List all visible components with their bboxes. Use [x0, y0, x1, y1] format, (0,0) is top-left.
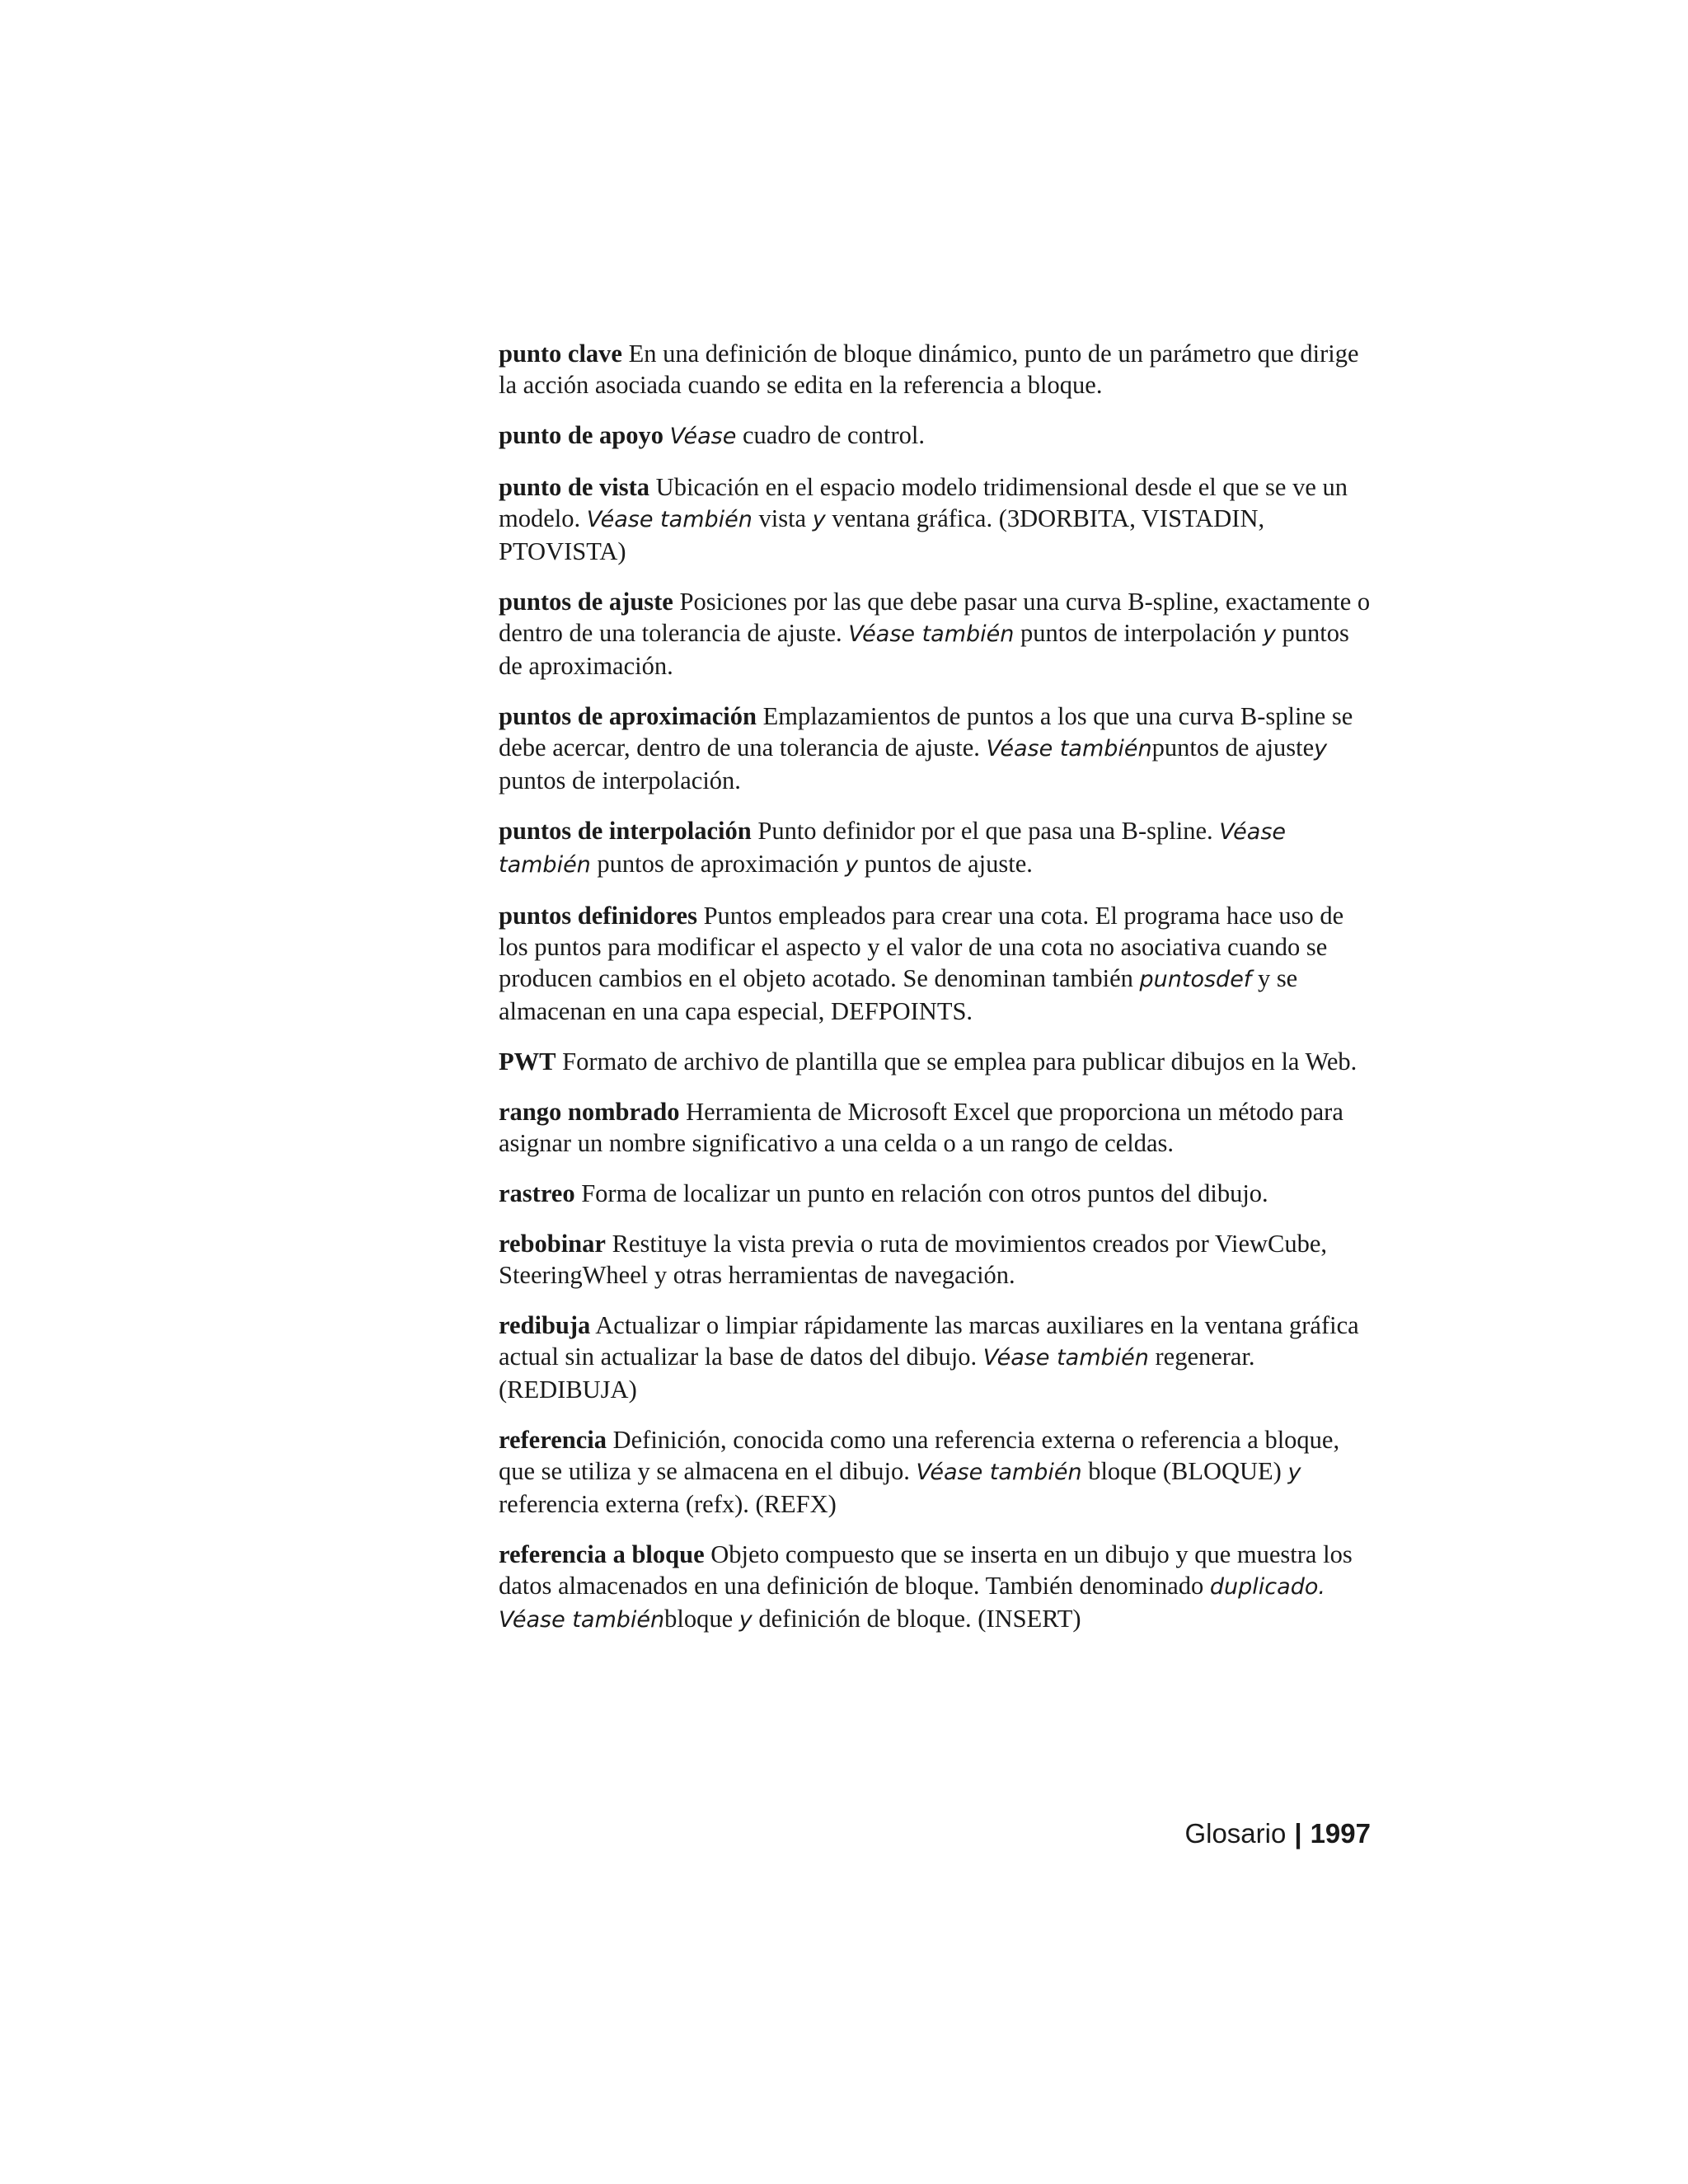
definition-text: Ubicación en el espacio modelo tridimensional desde el que se ve un modelo. [499, 473, 1348, 532]
glossary-term: puntos de interpolación [499, 817, 752, 845]
glossary-term: punto de vista [499, 473, 650, 501]
definition-italic-text: y [738, 1607, 753, 1633]
glossary-term: rastreo [499, 1179, 575, 1207]
definition-text: cuadro de control. [736, 421, 926, 449]
definition-text: Objeto compuesto que se inserta en un dibujo y que muestra los datos almacenados en una definición de bloque. También denominado [499, 1540, 1353, 1600]
definition-italic-text: Véase [669, 424, 737, 449]
definition-text: Actualizar o limpiar rápidamente las marcas auxiliares en la ventana gráfica actual sin actualizar la base de datos del dibujo. [499, 1311, 1359, 1371]
definition-text: puntos de interpolación [1014, 619, 1263, 647]
glossary-term: puntos de aproximación [499, 702, 757, 730]
definition-text: puntos de ajuste. [858, 850, 1033, 878]
glossary-term: punto de apoyo [499, 421, 664, 449]
definition-italic-text: y [845, 852, 859, 878]
glossary-entry [499, 471, 1372, 567]
definition-text: bloque [664, 1605, 739, 1633]
footer-section-title: Glosario [1184, 1818, 1287, 1849]
definition-italic-text: Véase también [982, 1345, 1149, 1371]
definition-text: Herramienta de Microsoft Excel que proporciona un método para asignar un nombre significativo a una celda o a un rango de celdas. [499, 1098, 1343, 1157]
glossary-entry [499, 701, 1372, 796]
definition-text: Puntos empleados para crear una cota. El programa hace uso de los puntos para modificar el aspecto y el valor de una cota no asociativa cuando se producen cambios en el objeto acotado. Se denominan también [499, 902, 1344, 992]
glossary-term: redibuja [499, 1311, 591, 1339]
definition-italic-text: Véase también [986, 736, 1152, 762]
glossary-entry [499, 1539, 1372, 1636]
definition-italic-text: Véase también [848, 621, 1015, 647]
definition-text: regenerar. (REDIBUJA) [499, 1343, 1255, 1404]
definition-text: En una definición de bloque dinámico, punto de un parámetro que dirige la acción asociada cuando se edita en la referencia a bloque. [499, 340, 1359, 399]
glossary-entry [499, 338, 1372, 401]
definition-italic-text: duplicado. [1209, 1574, 1325, 1600]
glossary-term: referencia [499, 1426, 607, 1454]
definition-italic-text: Véase también [586, 507, 753, 532]
glossary-entry [499, 586, 1372, 682]
definition-italic-text: y [1314, 736, 1328, 762]
page-number: 1997 [1310, 1818, 1371, 1849]
definition-italic-text: y [812, 507, 826, 532]
definition-italic-text: y [1287, 1460, 1301, 1485]
definition-italic-text: puntosdef [1139, 967, 1252, 992]
definition-italic-text: Véase también [916, 1460, 1082, 1485]
definition-italic-text: Véase también [499, 819, 1287, 878]
definition-text: Formato de archivo de plantilla que se emplea para publicar dibujos en la Web. [562, 1047, 1357, 1076]
glossary-entries [499, 338, 1372, 1655]
definition-text: Definición, conocida como una referencia externa o referencia a bloque, que se utiliza y se almacena en el dibujo. [499, 1426, 1340, 1485]
page-footer [1184, 1818, 1371, 1849]
definition-text: definición de bloque. (INSERT) [752, 1605, 1081, 1633]
definition-text: Punto definidor por el que pasa una B-spline. [757, 817, 1220, 845]
glossary-entry [499, 900, 1372, 1027]
glossary-term: puntos de ajuste [499, 588, 673, 616]
definition-text: Forma de localizar un punto en relación con otros puntos del dibujo. [581, 1179, 1268, 1207]
glossary-entry [499, 1310, 1372, 1405]
glossary-term: rebobinar [499, 1230, 606, 1258]
definition-text: vista [752, 504, 813, 532]
definition-text: referencia externa (refx). (REFX) [499, 1490, 837, 1518]
definition-text: Posiciones por las que debe pasar una curva B-spline, exactamente o dentro de una tolerancia de ajuste. [499, 588, 1371, 647]
glossary-entry [499, 1424, 1372, 1520]
glossary-term: PWT [499, 1047, 556, 1076]
glossary-entry [499, 1096, 1372, 1159]
definition-text: ventana gráfica. (3DORBITA, VISTADIN, PTOVISTA) [499, 504, 1265, 565]
definition-text: Restituye la vista previa o ruta de movimientos creados por ViewCube, SteeringWheel y otras herramientas de navegación. [499, 1230, 1328, 1289]
definition-text: bloque (BLOQUE) [1081, 1457, 1288, 1485]
glossary-entry [499, 1228, 1372, 1291]
definition-text: puntos de aproximación [590, 850, 846, 878]
definition-text: y se almacenan en una capa especial, DEFPOINTS. [499, 964, 1298, 1025]
definition-italic-text: Véase también [499, 1607, 665, 1633]
glossary-term: rango nombrado [499, 1098, 680, 1126]
glossary-entry [499, 815, 1372, 881]
glossary-entry [499, 419, 1372, 452]
definition-text: puntos de ajuste [1151, 733, 1315, 762]
glossary-term: referencia a bloque [499, 1540, 705, 1568]
glossary-term: punto clave [499, 340, 622, 368]
definition-text: puntos de aproximación. [499, 619, 1349, 680]
definition-text: Emplazamientos de puntos a los que una curva B-spline se debe acercar, dentro de una tolerancia de ajuste. [499, 702, 1353, 762]
footer-separator: | [1294, 1818, 1302, 1849]
definition-text: puntos de interpolación. [499, 766, 741, 794]
definition-italic-text: y [1262, 621, 1276, 647]
glossary-entry [499, 1178, 1372, 1209]
glossary-term: puntos definidores [499, 902, 697, 930]
glossary-entry [499, 1046, 1372, 1077]
